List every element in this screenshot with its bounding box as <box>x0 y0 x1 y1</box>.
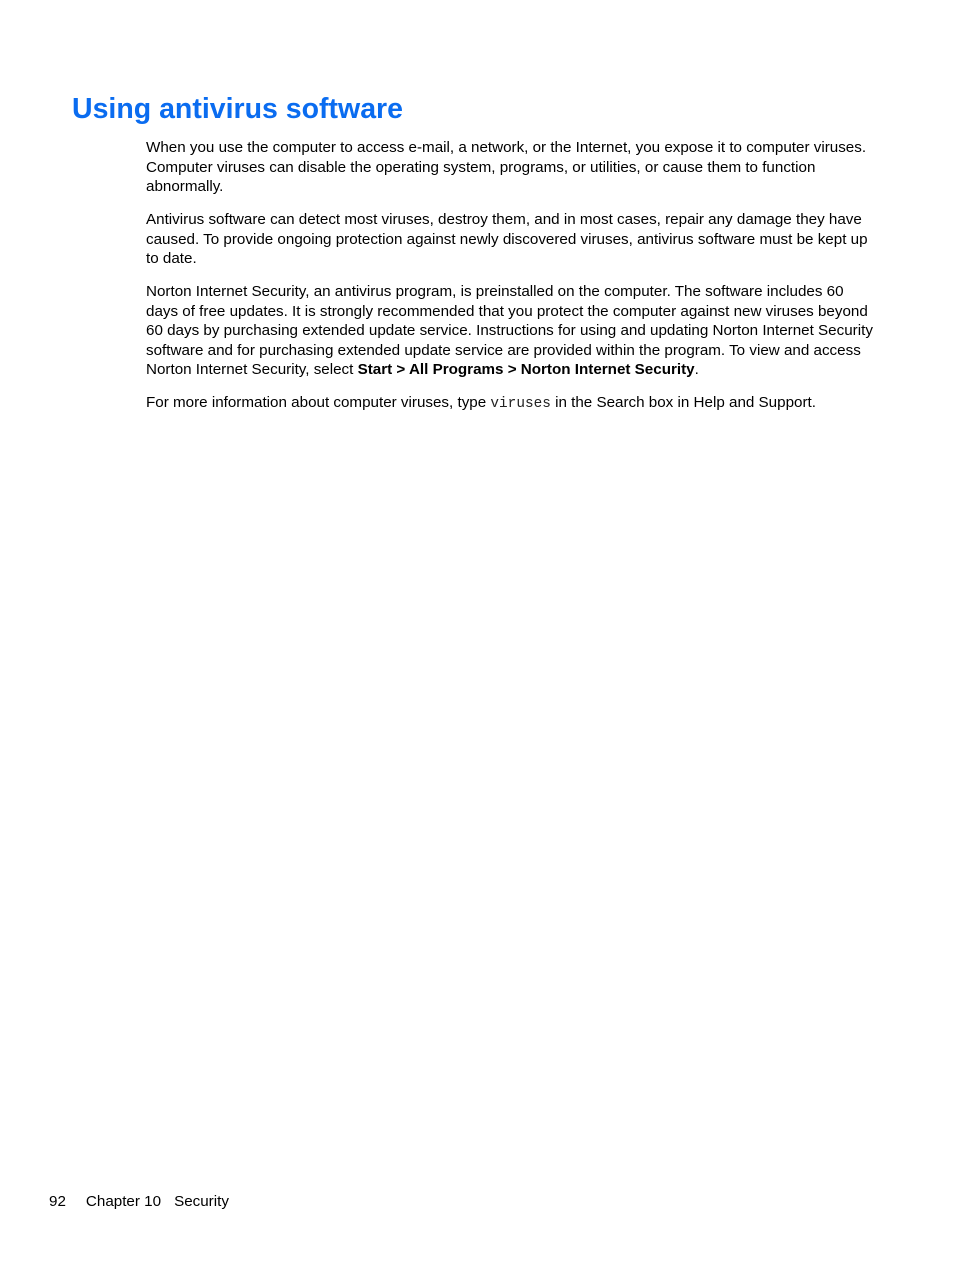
norton-text: Norton Internet Security, an antivirus program, is preinstalled on the computer. The software includes 60 days of free updates. It is strongly recommended that you protect the computer against new viruses beyond 60 days by purchasing extended update service. Instructions for using and updating Norton Internet Security software and for purchasing extended update service are provided within the program. To view and access Norton Internet Security, select <box>146 283 873 378</box>
paragraph-norton <box>146 282 874 380</box>
body-text <box>146 138 874 428</box>
chapter-label: Chapter 10 <box>85 1193 162 1210</box>
menu-path: Start > All Programs > Norton Internet Security <box>357 361 695 378</box>
paragraph-intro: When you use the computer to access e-mail, a network, or the Internet, you expose it to computer viruses. Computer viruses can disable the operating system, programs, or utilities, or cause them to function abnormally. <box>146 139 867 195</box>
page-title: Using antivirus software <box>72 93 403 125</box>
search-term-code: viruses <box>490 396 551 412</box>
norton-end: . <box>694 361 699 378</box>
more-info-after: in the Search box in Help and Support. <box>550 394 816 411</box>
section-label: Security <box>174 1193 229 1210</box>
page-footer <box>49 1191 229 1213</box>
more-info-before: For more information about computer viruses, type <box>146 394 491 411</box>
paragraph-detection: Antivirus software can detect most viruses, destroy them, and in most cases, repair any damage they have caused. To provide ongoing protection against newly discovered viruses, antivirus software must be kept up to date. <box>146 211 868 267</box>
paragraph-more-info <box>146 393 874 415</box>
page-number: 92 <box>49 1193 66 1210</box>
